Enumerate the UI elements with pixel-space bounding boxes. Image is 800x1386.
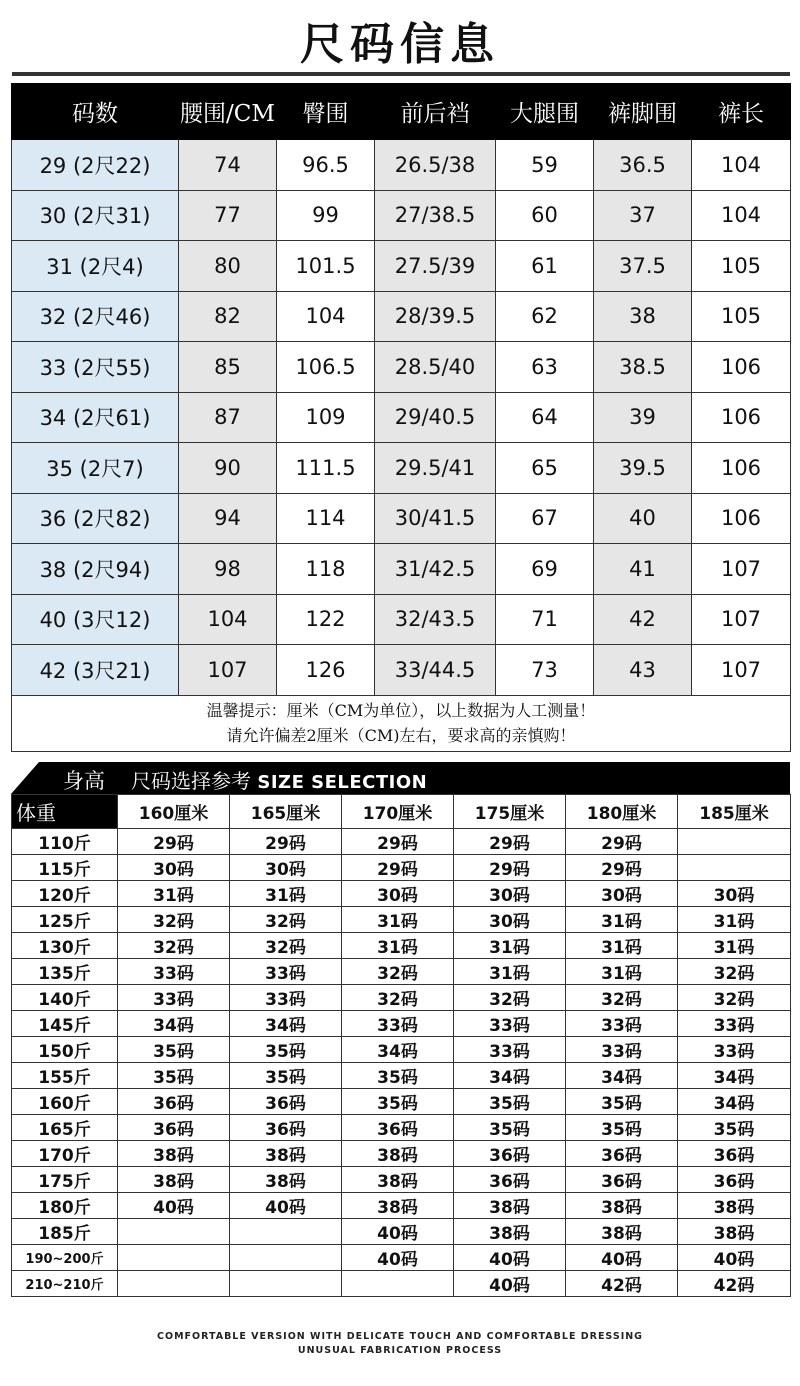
measurement-cell: 77 (179, 190, 277, 241)
weight-label-cell: 150斤 (12, 1037, 118, 1063)
size-row (12, 241, 791, 292)
measurement-cell: 87 (179, 392, 277, 443)
measurement-cell: 29.5/41 (375, 443, 496, 494)
footer-line-2: UNUSUAL FABRICATION PROCESS (297, 1345, 503, 1356)
size-row (12, 342, 791, 393)
recommended-size-cell: 30码 (566, 881, 678, 907)
measurement-cell: 74 (179, 140, 277, 191)
recommended-size-cell: 29码 (118, 829, 230, 855)
recommended-size-cell: 29码 (566, 829, 678, 855)
recommended-size-cell: 38码 (118, 1167, 230, 1193)
size-selection-table (11, 794, 791, 1297)
recommended-size-cell: 32码 (678, 959, 791, 985)
recommended-size-cell: 29码 (342, 855, 454, 881)
recommended-size-cell (342, 1271, 454, 1297)
measurement-cell: 106 (692, 392, 791, 443)
recommended-size-cell: 35码 (454, 1089, 566, 1115)
recommended-size-cell (118, 1271, 230, 1297)
measurement-cell: 40 (594, 493, 692, 544)
measurement-cell: 105 (692, 291, 791, 342)
measurement-cell: 111.5 (277, 443, 375, 494)
size-row (12, 392, 791, 443)
measurement-cell: 64 (496, 392, 594, 443)
measurement-cell: 60 (496, 190, 594, 241)
recommended-size-cell: 38码 (454, 1193, 566, 1219)
recommended-size-cell: 31码 (566, 933, 678, 959)
measurement-cell: 105 (692, 241, 791, 292)
weight-row (12, 1089, 791, 1115)
measurement-cell: 43 (594, 645, 692, 696)
measurement-cell: 73 (496, 645, 594, 696)
recommended-size-cell: 38码 (342, 1193, 454, 1219)
recommended-size-cell: 35码 (230, 1063, 342, 1089)
recommended-size-cell: 40码 (566, 1245, 678, 1271)
measurement-cell: 67 (496, 493, 594, 544)
weight-label-cell: 135斤 (12, 959, 118, 985)
recommended-size-cell (230, 1271, 342, 1297)
selection-table-heading-bar (11, 762, 790, 794)
recommended-size-cell: 34码 (230, 1011, 342, 1037)
weight-label-cell: 190~200斤 (12, 1245, 118, 1271)
size-table-header (12, 84, 791, 140)
size-label-cell: 40 (3尺12) (12, 594, 179, 645)
measurement-cell: 65 (496, 443, 594, 494)
recommended-size-cell: 40码 (454, 1271, 566, 1297)
height-column-header: 170厘米 (342, 795, 454, 829)
measurement-cell: 106 (692, 443, 791, 494)
recommended-size-cell: 29码 (230, 829, 342, 855)
heading-corner-wedge (11, 762, 39, 794)
recommended-size-cell: 33码 (566, 1037, 678, 1063)
measurement-cell: 96.5 (277, 140, 375, 191)
recommended-size-cell: 34码 (118, 1011, 230, 1037)
recommended-size-cell: 30码 (454, 881, 566, 907)
measurement-cell: 104 (692, 190, 791, 241)
note-line-2: 请允许偏差2厘米（CM)左右，要求高的亲慎购！ (226, 726, 576, 745)
recommended-size-cell (118, 1245, 230, 1271)
recommended-size-cell: 36码 (118, 1115, 230, 1141)
recommended-size-cell: 40码 (342, 1245, 454, 1271)
recommended-size-cell: 36码 (566, 1167, 678, 1193)
measurement-cell: 118 (277, 544, 375, 595)
recommended-size-cell: 32码 (566, 985, 678, 1011)
measurement-cell: 28/39.5 (375, 291, 496, 342)
measurement-cell: 37.5 (594, 241, 692, 292)
size-label-cell: 35 (2尺7) (12, 443, 179, 494)
recommended-size-cell: 33码 (454, 1011, 566, 1037)
measurement-cell: 37 (594, 190, 692, 241)
height-column-header: 180厘米 (566, 795, 678, 829)
measurement-cell: 36.5 (594, 140, 692, 191)
recommended-size-cell: 31码 (342, 907, 454, 933)
recommended-size-cell: 31码 (566, 907, 678, 933)
page-title: 尺码信息 (300, 19, 500, 70)
size-label-cell: 36 (2尺82) (12, 493, 179, 544)
recommended-size-cell (678, 855, 791, 881)
corner-height-label: 身高 (63, 769, 105, 793)
recommended-size-cell: 38码 (342, 1167, 454, 1193)
measurement-cell: 38 (594, 291, 692, 342)
recommended-size-cell: 40码 (230, 1193, 342, 1219)
recommended-size-cell: 31码 (230, 881, 342, 907)
recommended-size-cell: 30码 (678, 881, 791, 907)
size-row (12, 544, 791, 595)
size-row (12, 645, 791, 696)
recommended-size-cell: 31码 (678, 907, 791, 933)
recommended-size-cell: 33码 (678, 1037, 791, 1063)
measurement-note (12, 695, 791, 751)
corner-weight-label: 体重 (12, 795, 118, 829)
measurement-cell: 31/42.5 (375, 544, 496, 595)
size-label-cell: 31 (2尺4) (12, 241, 179, 292)
measurement-cell: 30/41.5 (375, 493, 496, 544)
weight-label-cell: 145斤 (12, 1011, 118, 1037)
size-label-cell: 42 (3尺21) (12, 645, 179, 696)
recommended-size-cell: 34码 (342, 1037, 454, 1063)
recommended-size-cell: 29码 (566, 855, 678, 881)
recommended-size-cell: 38码 (118, 1141, 230, 1167)
weight-row (12, 1141, 791, 1167)
recommended-size-cell: 38码 (230, 1141, 342, 1167)
recommended-size-cell: 40码 (118, 1193, 230, 1219)
measurement-cell: 109 (277, 392, 375, 443)
measurement-cell: 82 (179, 291, 277, 342)
recommended-size-cell: 33码 (118, 959, 230, 985)
measurement-cell: 69 (496, 544, 594, 595)
measurement-cell: 42 (594, 594, 692, 645)
weight-label-cell: 175斤 (12, 1167, 118, 1193)
size-column-header: 码数 (12, 84, 179, 140)
recommended-size-cell: 36码 (678, 1141, 791, 1167)
recommended-size-cell: 35码 (566, 1115, 678, 1141)
height-header-row (12, 795, 791, 829)
measurement-cell: 32/43.5 (375, 594, 496, 645)
weight-row (12, 907, 791, 933)
size-column-header: 裤脚围 (594, 84, 692, 140)
measurement-cell: 104 (277, 291, 375, 342)
recommended-size-cell: 30码 (230, 855, 342, 881)
measurement-cell: 107 (692, 645, 791, 696)
height-column-header: 165厘米 (230, 795, 342, 829)
recommended-size-cell: 34码 (566, 1063, 678, 1089)
recommended-size-cell: 29码 (454, 829, 566, 855)
recommended-size-cell: 30码 (454, 907, 566, 933)
recommended-size-cell: 33码 (342, 1011, 454, 1037)
size-row (12, 140, 791, 191)
recommended-size-cell: 42码 (566, 1271, 678, 1297)
recommended-size-cell: 31码 (342, 933, 454, 959)
size-column-header: 大腿围 (496, 84, 594, 140)
measurement-cell: 107 (179, 645, 277, 696)
weight-label-cell: 165斤 (12, 1115, 118, 1141)
measurement-cell: 122 (277, 594, 375, 645)
recommended-size-cell: 36码 (342, 1115, 454, 1141)
size-row (12, 594, 791, 645)
recommended-size-cell: 38码 (454, 1219, 566, 1245)
measurement-cell: 114 (277, 493, 375, 544)
title-divider (12, 72, 790, 76)
size-table (11, 83, 791, 752)
size-row (12, 291, 791, 342)
measurement-cell: 41 (594, 544, 692, 595)
weight-row (12, 829, 791, 855)
selection-heading (131, 765, 427, 794)
recommended-size-cell: 32码 (678, 985, 791, 1011)
recommended-size-cell: 34码 (454, 1063, 566, 1089)
size-label-cell: 33 (2尺55) (12, 342, 179, 393)
recommended-size-cell: 36码 (566, 1141, 678, 1167)
measurement-cell: 63 (496, 342, 594, 393)
recommended-size-cell: 32码 (342, 985, 454, 1011)
recommended-size-cell: 36码 (454, 1167, 566, 1193)
size-label-cell: 34 (2尺61) (12, 392, 179, 443)
measurement-cell: 107 (692, 544, 791, 595)
measurement-cell: 33/44.5 (375, 645, 496, 696)
measurement-cell: 126 (277, 645, 375, 696)
recommended-size-cell: 38码 (678, 1193, 791, 1219)
weight-label-cell: 160斤 (12, 1089, 118, 1115)
recommended-size-cell: 40码 (678, 1245, 791, 1271)
recommended-size-cell: 32码 (118, 907, 230, 933)
weight-row (12, 1011, 791, 1037)
weight-row (12, 1037, 791, 1063)
weight-label-cell: 180斤 (12, 1193, 118, 1219)
weight-row (12, 933, 791, 959)
recommended-size-cell: 31码 (454, 959, 566, 985)
selection-heading-cn: 尺码选择参考 (131, 769, 251, 793)
size-row (12, 443, 791, 494)
selection-heading-en: SIZE SELECTION (257, 772, 428, 793)
recommended-size-cell: 31码 (678, 933, 791, 959)
measurement-cell: 26.5/38 (375, 140, 496, 191)
recommended-size-cell: 36码 (678, 1167, 791, 1193)
recommended-size-cell: 35码 (230, 1037, 342, 1063)
measurement-cell: 98 (179, 544, 277, 595)
size-label-cell: 38 (2尺94) (12, 544, 179, 595)
measurement-cell: 107 (692, 594, 791, 645)
measurement-cell: 28.5/40 (375, 342, 496, 393)
recommended-size-cell: 30码 (342, 881, 454, 907)
measurement-cell: 104 (179, 594, 277, 645)
measurement-cell: 71 (496, 594, 594, 645)
footer-line-1: COMFORTABLE VERSION WITH DELICATE TOUCH AND COMFORTABLE DRESSING (157, 1331, 643, 1342)
recommended-size-cell: 40码 (342, 1219, 454, 1245)
measurement-cell: 94 (179, 493, 277, 544)
measurement-cell: 39.5 (594, 443, 692, 494)
size-column-header: 腰围/CM (179, 84, 277, 140)
recommended-size-cell: 40码 (454, 1245, 566, 1271)
recommended-size-cell: 34码 (678, 1089, 791, 1115)
recommended-size-cell: 33码 (230, 985, 342, 1011)
weight-label-cell: 170斤 (12, 1141, 118, 1167)
recommended-size-cell: 38码 (342, 1141, 454, 1167)
weight-row (12, 1271, 791, 1297)
recommended-size-cell: 31码 (454, 933, 566, 959)
recommended-size-cell: 32码 (342, 959, 454, 985)
measurement-cell: 99 (277, 190, 375, 241)
weight-row (12, 1193, 791, 1219)
measurement-cell: 29/40.5 (375, 392, 496, 443)
recommended-size-cell: 38码 (566, 1219, 678, 1245)
weight-label-cell: 125斤 (12, 907, 118, 933)
measurement-cell: 27/38.5 (375, 190, 496, 241)
measurement-cell: 39 (594, 392, 692, 443)
recommended-size-cell (118, 1219, 230, 1245)
measurement-cell: 38.5 (594, 342, 692, 393)
recommended-size-cell: 38码 (678, 1219, 791, 1245)
recommended-size-cell: 31码 (118, 881, 230, 907)
weight-label-cell: 115斤 (12, 855, 118, 881)
recommended-size-cell: 36码 (230, 1115, 342, 1141)
size-column-header: 臀围 (277, 84, 375, 140)
weight-row (12, 1063, 791, 1089)
weight-label-cell: 155斤 (12, 1063, 118, 1089)
recommended-size-cell: 33码 (454, 1037, 566, 1063)
recommended-size-cell: 29码 (342, 829, 454, 855)
recommended-size-cell: 34码 (678, 1063, 791, 1089)
weight-row (12, 855, 791, 881)
weight-label-cell: 130斤 (12, 933, 118, 959)
recommended-size-cell: 36码 (118, 1089, 230, 1115)
measurement-cell: 106 (692, 342, 791, 393)
recommended-size-cell: 38码 (566, 1193, 678, 1219)
note-line-1: 温馨提示：厘米（CM为单位），以上数据为人工测量！ (206, 701, 596, 720)
recommended-size-cell: 30码 (118, 855, 230, 881)
recommended-size-cell: 35码 (454, 1115, 566, 1141)
size-column-header: 前后裆 (375, 84, 496, 140)
recommended-size-cell (230, 1245, 342, 1271)
recommended-size-cell: 33码 (118, 985, 230, 1011)
recommended-size-cell: 33码 (230, 959, 342, 985)
measurement-cell: 101.5 (277, 241, 375, 292)
measurement-cell: 80 (179, 241, 277, 292)
recommended-size-cell: 36码 (454, 1141, 566, 1167)
weight-row (12, 959, 791, 985)
recommended-size-cell: 32码 (230, 933, 342, 959)
recommended-size-cell: 33码 (678, 1011, 791, 1037)
weight-row (12, 1245, 791, 1271)
recommended-size-cell: 35码 (342, 1063, 454, 1089)
recommended-size-cell: 33码 (566, 1011, 678, 1037)
measurement-cell: 59 (496, 140, 594, 191)
recommended-size-cell: 35码 (566, 1089, 678, 1115)
recommended-size-cell: 35码 (342, 1089, 454, 1115)
measurement-cell: 90 (179, 443, 277, 494)
size-label-cell: 29 (2尺22) (12, 140, 179, 191)
weight-row (12, 1219, 791, 1245)
weight-label-cell: 110斤 (12, 829, 118, 855)
measurement-cell: 61 (496, 241, 594, 292)
recommended-size-cell: 38码 (230, 1167, 342, 1193)
measurement-cell: 62 (496, 291, 594, 342)
recommended-size-cell: 29码 (454, 855, 566, 881)
height-column-header: 185厘米 (678, 795, 791, 829)
size-row (12, 493, 791, 544)
recommended-size-cell: 35码 (118, 1063, 230, 1089)
weight-row (12, 1115, 791, 1141)
recommended-size-cell: 32码 (230, 907, 342, 933)
weight-label-cell: 185斤 (12, 1219, 118, 1245)
size-row (12, 190, 791, 241)
size-label-cell: 30 (2尺31) (12, 190, 179, 241)
note-row (12, 695, 791, 751)
recommended-size-cell: 35码 (118, 1037, 230, 1063)
recommended-size-cell: 32码 (118, 933, 230, 959)
recommended-size-cell (678, 829, 791, 855)
recommended-size-cell: 42码 (678, 1271, 791, 1297)
recommended-size-cell (230, 1219, 342, 1245)
measurement-cell: 106.5 (277, 342, 375, 393)
measurement-cell: 27.5/39 (375, 241, 496, 292)
size-column-header: 裤长 (692, 84, 791, 140)
weight-label-cell: 140斤 (12, 985, 118, 1011)
recommended-size-cell: 32码 (454, 985, 566, 1011)
weight-label-cell: 120斤 (12, 881, 118, 907)
size-label-cell: 32 (2尺46) (12, 291, 179, 342)
recommended-size-cell: 36码 (230, 1089, 342, 1115)
measurement-cell: 106 (692, 493, 791, 544)
height-column-header: 175厘米 (454, 795, 566, 829)
measurement-cell: 104 (692, 140, 791, 191)
weight-label-cell: 210~210斤 (12, 1271, 118, 1297)
weight-row (12, 1167, 791, 1193)
weight-row (12, 881, 791, 907)
recommended-size-cell: 31码 (566, 959, 678, 985)
measurement-cell: 85 (179, 342, 277, 393)
height-column-header: 160厘米 (118, 795, 230, 829)
weight-row (12, 985, 791, 1011)
recommended-size-cell: 35码 (678, 1115, 791, 1141)
